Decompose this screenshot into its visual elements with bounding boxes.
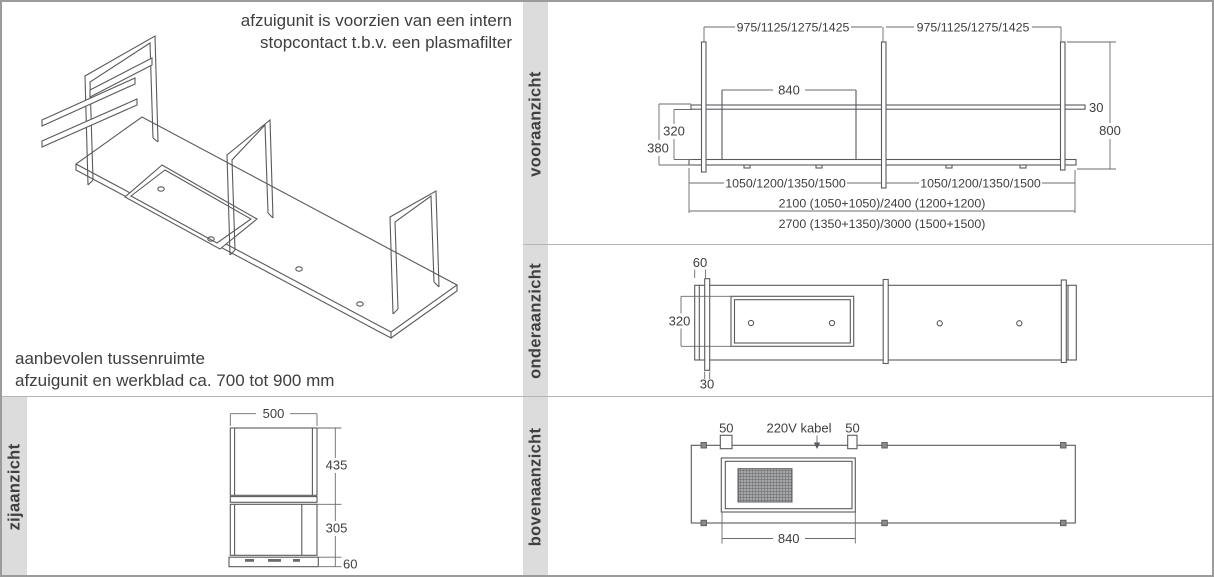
note-plasmafilter-line2: stopcontact t.b.v. een plasmafilter — [260, 32, 512, 52]
dim-bottom-filter-depth: 320 — [668, 313, 691, 329]
dim-front-total-combo-1: 2100 (1050+1050)/2400 (1200+1200) — [778, 196, 986, 211]
dim-bottom-post-width: 30 — [699, 376, 715, 392]
dim-front-span-top-right: 975/1125/1275/1425 — [916, 20, 1030, 35]
side-body — [229, 428, 318, 567]
side-view-drawing — [197, 400, 377, 576]
isometric-view-drawing — [27, 27, 507, 367]
note-tussenruimte-line1: aanbevolen tussenruimte — [15, 349, 205, 368]
dim-side-lower-height: 305 — [325, 520, 348, 536]
dim-front-filter-width: 840 — [778, 82, 800, 98]
dim-top-cable-label: 220V kabel — [766, 420, 832, 436]
divider-front-bottom — [523, 244, 1212, 245]
section-label-vooraanzicht: vooraanzicht — [526, 71, 545, 177]
dim-front-post-height: 800 — [1099, 123, 1121, 138]
top-grille — [738, 469, 792, 502]
dim-top-filter-width: 840 — [777, 530, 800, 546]
section-label-bovenaanzicht: bovenaanzicht — [526, 427, 545, 547]
note-tussenruimte-line2: afzuigunit en werkblad ca. 700 tot 900 mm — [15, 370, 335, 390]
section-label-onderaanzicht: onderaanzicht — [526, 263, 545, 379]
dim-side-upper-height: 435 — [325, 457, 348, 473]
divider-horizontal-main — [2, 396, 1212, 397]
top-mount-tab-right — [848, 435, 857, 448]
front-bars — [689, 105, 1085, 168]
dim-front-inner-height: 320 — [663, 123, 685, 139]
dim-top-tab-right: 50 — [845, 420, 860, 436]
dim-front-bar-thickness: 30 — [1089, 100, 1104, 115]
dim-front-total-combo-2: 2700 (1350+1350)/3000 (1500+1500) — [778, 217, 986, 231]
front-filter-edges — [722, 90, 856, 160]
dim-front-span-bottom-left: 1050/1200/1350/1500 — [725, 176, 846, 191]
section-label-zijaanzicht: zijaanzicht — [5, 443, 24, 531]
dim-side-depth: 500 — [262, 406, 285, 421]
dim-front-outer-height: 380 — [647, 140, 669, 156]
front-posts — [702, 42, 1066, 188]
note-plasmafilter-line1: afzuigunit is voorzien van een intern — [240, 11, 512, 30]
front-view-drawing — [632, 14, 1142, 236]
dim-front-span-bottom-right: 1050/1200/1350/1500 — [920, 176, 1041, 191]
top-filter-panel — [721, 458, 855, 512]
top-mount-tab-left — [720, 435, 732, 448]
iso-base-plate — [76, 117, 457, 338]
top-view-drawing — [680, 414, 1090, 554]
dim-side-plate-height: 60 — [343, 556, 358, 572]
dim-top-tab-left: 50 — [719, 420, 734, 436]
dim-bottom-foot-width: 60 — [692, 255, 708, 270]
dim-front-span-top-left: 975/1125/1275/1425 — [736, 20, 850, 35]
bottom-view-drawing — [657, 250, 1087, 395]
